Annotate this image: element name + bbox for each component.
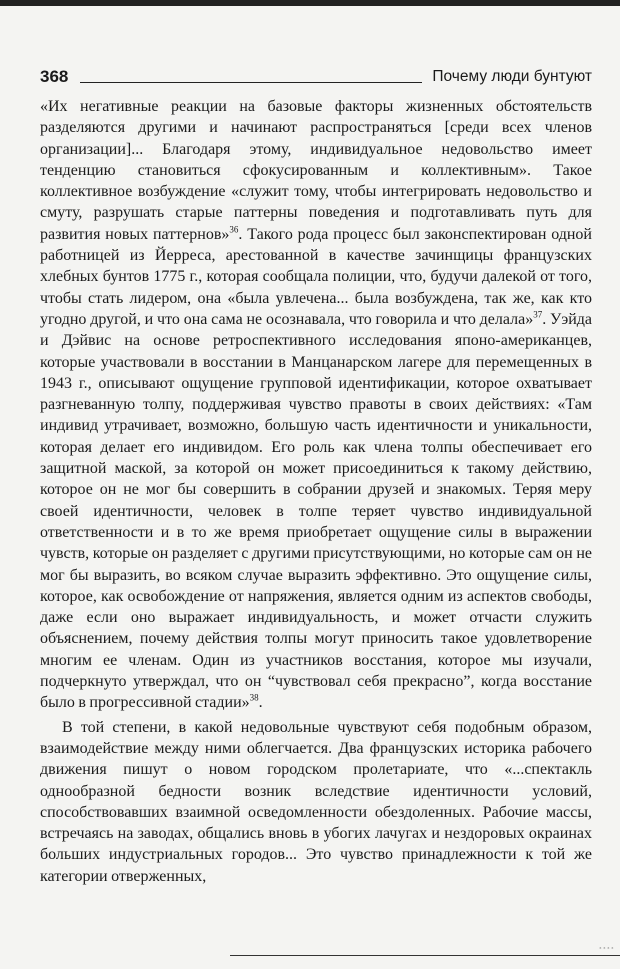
page-body <box>40 96 592 887</box>
bottom-scan-mark: ﾞﾞﾞﾞ <box>599 947 616 956</box>
footnote-ref-37: 37 <box>533 309 543 320</box>
page-header <box>40 62 592 86</box>
bottom-rule <box>230 955 620 956</box>
paragraph-1-text-b: . Такого рода процесс был законспектирован одной работницей из Йерреса, арестованной в качестве зачинщицы французских хлебных бунтов 1775 г., которая сообщала полиции, что, будучи далекой от того, чтобы стать лидером, она «была увлечена... была возбуждена, так же, как кто угодно другой, и что она сама не осознавала, что говорила и что делала» <box>40 225 592 328</box>
paragraph-1-text-a: «Их негативные реакции на базовые факторы жизненных обстоятельств разделяются другими и начинают распространяться [среди всех членов организации]... Благодаря этому, индивидуальное недовольство имеет тенденцию становиться сфокусированным и коллективным». Такое коллективное возбуждение «служит тому, чтобы интегрировать недовольство и смуту, разрушать старые паттерны поведения и подготавливать путь для развития новых паттернов» <box>40 98 592 243</box>
footnote-ref-36: 36 <box>229 224 239 235</box>
paragraph-2: В той степени, в какой недовольные чувствуют себя подобным образом, взаимодействие между ними облегчается. Два французских историка рабочего движения пишут о новом городском пролетариате, что «...спектакль однообразной бедности возник вследствие идентичности условий, способствовавших взаимной осведомленности обездоленных. Рабочие массы, встречаясь на заводах, общались вновь в убогих лачугах и нездоровых окраинах больших индустриальных городов... Это чувство принадлежности к той же категории отверженных, <box>40 718 592 885</box>
footnote-ref-38: 38 <box>249 692 259 703</box>
paragraph-1 <box>40 96 592 714</box>
top-border-rule <box>0 0 620 6</box>
header-rule <box>80 82 422 83</box>
paragraph-1-text-c: . Уэйда и Дэйвис на основе ретроспективного исследования японо-американцев, которые участвовали в восстании в Манцанарском лагере для перемещенных в 1943 г., описывают ощущение групповой идентификации, которое охватывает разгневанную толпу, поддерживая чувство правоты в своих действиях: «Там индивид утрачивает, возможно, большую часть идентичности и уникальности, которая делает его индивидом. Его роль как члена толпы обеспечивает его защитной маской, за которой он может присоединиться к такому действию, которое он не мог бы совершить в собрании друзей и знакомых. Теряя меру своей идентичности, человек в толпе теряет чувство индивидуальной ответственности и в то же время приобретает ощущение силы в выражении чувств, которые он разделяет с другими присутствующими, но которые сам он не мог бы выразить, во всяком случае выразить эффективно. Это ощущение силы, которое, как освобождение от напряжения, является одним из аспектов свободы, даже если оно выражает индивидуальность, и может отчасти служить объяснением, почему действия толпы могут приносить такое удовлетворение многим ее членам. Один из участников восстания, которое мы изучали, подчеркнуто утверждал, что он “чувствовал себя прекрасно”, когда восстание было в прогрессивной стадии» <box>40 310 593 712</box>
page-number: 368 <box>40 67 69 86</box>
paragraph-1-text-d: . <box>258 694 263 712</box>
running-title: Почему люди бунтуют <box>432 68 592 85</box>
